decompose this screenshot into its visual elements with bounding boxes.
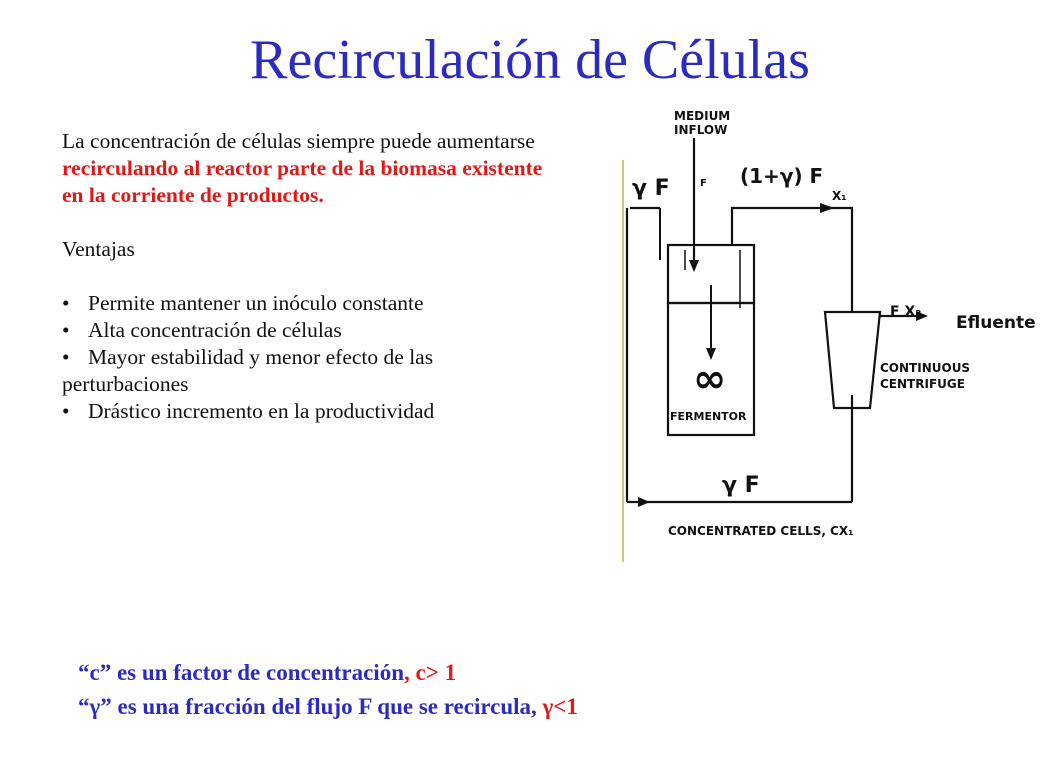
intro-plain-text: La concentración de células siempre puede aumentarse xyxy=(62,129,535,153)
advantage-item xyxy=(62,290,562,317)
recirculation-diagram xyxy=(590,90,1036,570)
notes-block xyxy=(78,656,778,724)
advantage-item xyxy=(62,344,562,398)
advantages-heading: Ventajas xyxy=(62,237,135,261)
stirrer-icon: ∞ xyxy=(693,356,727,402)
note-gamma-text: “γ” es una fracción del flujo F que se recircula, xyxy=(78,694,543,719)
label-fermentor: FERMENTOR xyxy=(670,410,747,423)
label-effluent: Efluente xyxy=(956,313,1036,333)
text-column xyxy=(62,128,562,425)
note-c-factor xyxy=(78,656,778,690)
slide-title: Recirculación de Células xyxy=(250,29,810,91)
label-gamma-f-bottom: γ F xyxy=(722,473,760,498)
advantage-text: Alta concentración de células xyxy=(88,318,342,342)
intro-highlight-text: recirculando al reactor parte de la biomasa existente en la corriente de productos. xyxy=(62,156,543,207)
bullet-icon: • xyxy=(62,345,70,369)
label-fx2: F X₂ xyxy=(890,304,922,320)
label-concentrated-cells: CONCENTRATED CELLS, CX₁ xyxy=(668,524,854,538)
advantage-text: Mayor estabilidad y menor efecto de las perturbaciones xyxy=(62,345,434,396)
label-x1: X₁ xyxy=(832,189,847,203)
note-c-text: “c” es un factor de concentración xyxy=(78,660,404,685)
label-centrifuge: CENTRIFUGE xyxy=(880,377,965,391)
advantage-item xyxy=(62,398,562,425)
note-gamma-fraction xyxy=(78,690,778,724)
bullet-icon: • xyxy=(62,399,70,423)
label-one-plus-gamma-f: (1+γ) F xyxy=(740,164,824,188)
bullet-icon: • xyxy=(62,291,70,315)
bullet-icon: • xyxy=(62,318,70,342)
advantage-item xyxy=(62,317,562,344)
label-gamma-f-top: γ F xyxy=(632,176,670,201)
label-inflow: INFLOW xyxy=(674,123,728,137)
note-c-condition: , c> 1 xyxy=(404,660,457,685)
intro-paragraph xyxy=(62,128,562,209)
advantage-text: Drástico incremento en la productividad xyxy=(88,399,435,423)
label-f-small: F xyxy=(700,178,707,189)
note-gamma-condition: γ<1 xyxy=(542,694,578,719)
advantage-text: Permite mantener un inóculo constante xyxy=(88,291,424,315)
label-medium: MEDIUM xyxy=(674,109,731,123)
label-continuous: CONTINUOUS xyxy=(880,361,971,375)
